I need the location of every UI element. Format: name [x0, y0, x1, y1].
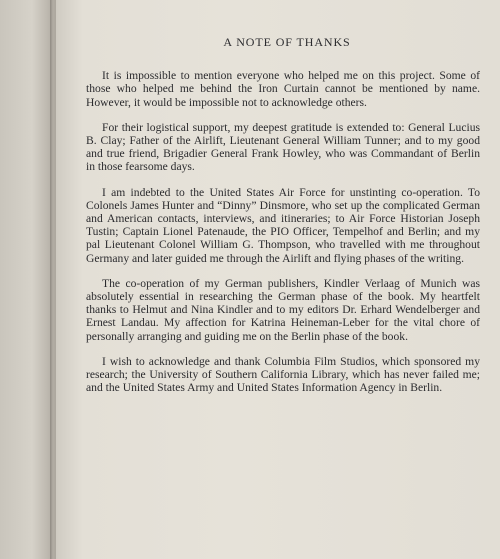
page-heading: A NOTE OF THANKS: [223, 35, 351, 49]
paragraph-air-force: I am indebted to the United States Air Force for unstinting co-operation. To Colonels James Hunter and “Dinny” Dinsmore, who set up the complicated German and American contacts, interviews, and itineraries; to Air Force Historian Joseph Tustin; Captain Lionel Patenaude, the PIO Officer, Tempelhof and Berlin; and my pal Lieutenant Colonel William G. Thompson, who travelled with me throughout Germany and later guided me through the Airlift and flying phases of the writing.: [86, 185, 480, 265]
paragraph-acknowledgements: I wish to acknowledge and thank Columbia Film Studios, which sponsored my research; the University of Southern California Library, which has never failed me; and the United States Army and United States Information Agency in Berlin.: [86, 354, 480, 395]
paragraph-german-publishers: The co-operation of my German publishers, Kindler Verlaag of Munich was absolutely essential in researching the German phase of the book. My heartfelt thanks to Helmut and Nina Kindler and to my editors Dr. Erhard Wendelberger and Ernest Landau. My affection for Katrina Heineman-Leber for the vital chore of personally arranging and guiding me on the Berlin phase of the book.: [86, 276, 480, 343]
paragraph-intro: It is impossible to mention everyone who helped me on this project. Some of those who helped me behind the Iron Curtain cannot be mentioned by name. However, it would be impossible not to acknowledge others.: [86, 69, 480, 109]
paragraph-logistical-support: For their logistical support, my deepest gratitude is extended to: General Lucius B. Clay; Father of the Airlift, Lieutenant General William Tunner; and to my good and true friend, Brigadier General Frank Howley, who was Commandant of Berlin in those fearsome days.: [86, 120, 480, 174]
binding-edge: [50, 0, 53, 559]
book-page: [56, 0, 500, 559]
page-content: [86, 36, 480, 406]
